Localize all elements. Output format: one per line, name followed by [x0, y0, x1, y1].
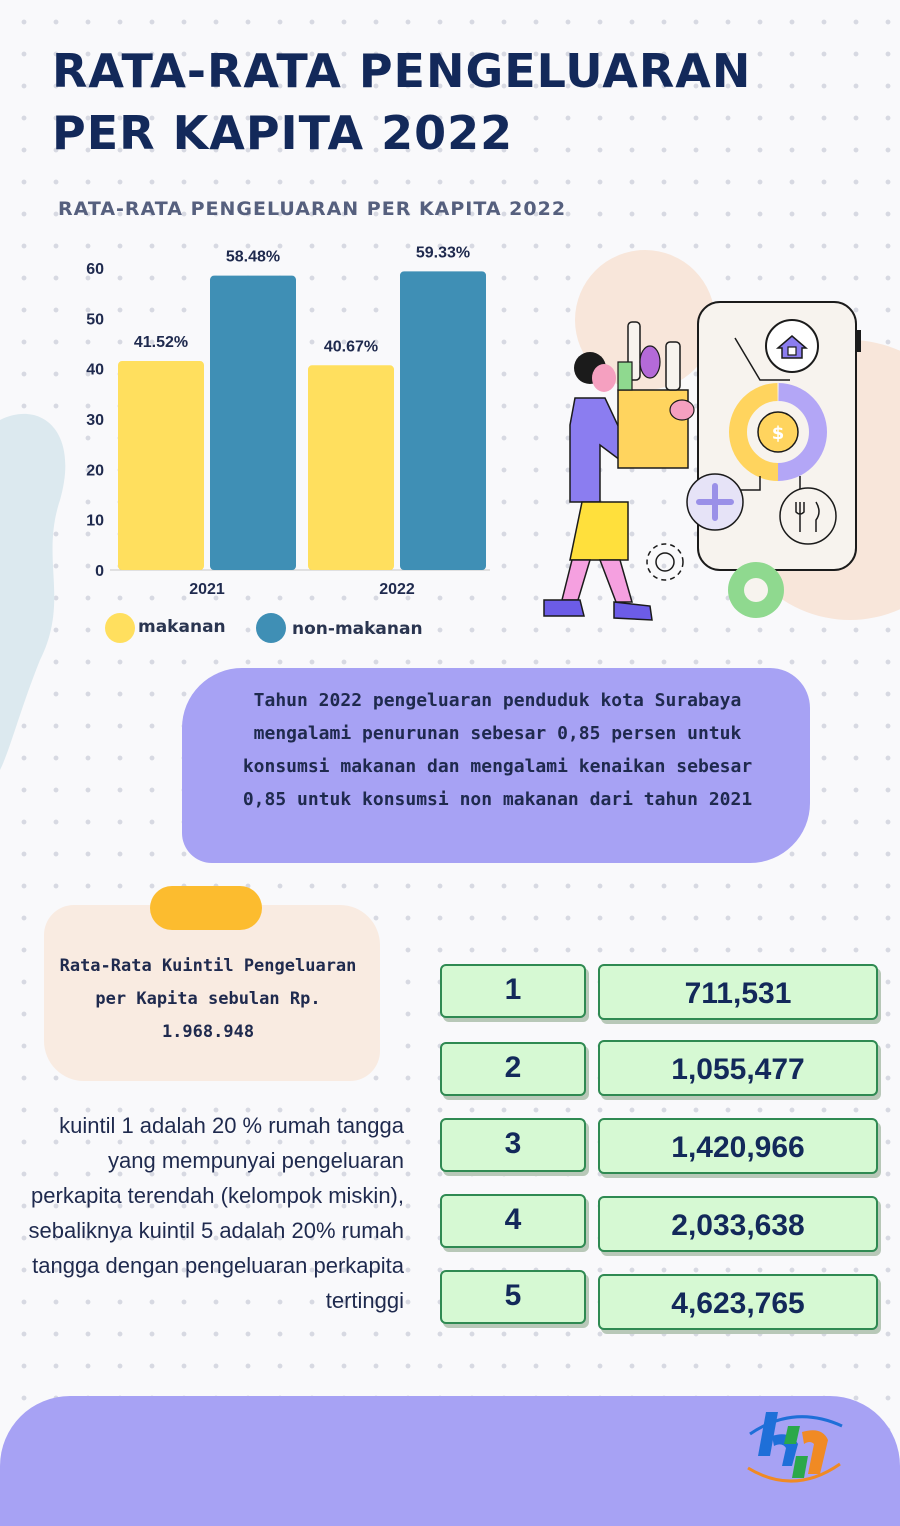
cutlery-icon	[780, 488, 836, 544]
bps-logo	[744, 1404, 848, 1490]
bar-non-makanan	[400, 271, 486, 570]
legend-label-makanan: makanan	[138, 617, 226, 637]
quintile-value: 4,623,765	[598, 1274, 878, 1330]
quintile-value: 1,420,966	[598, 1118, 878, 1174]
data-label: 58.48%	[225, 248, 281, 266]
legend-label-non-makanan: non-makanan	[292, 619, 423, 639]
quintile-number: 3	[440, 1118, 586, 1172]
shopping-illustration	[520, 250, 900, 650]
data-label: 41.52%	[133, 334, 189, 352]
title-line-2: PER KAPITA 2022	[52, 106, 514, 160]
data-label: 40.67%	[323, 338, 379, 356]
svg-text:$: $	[771, 423, 785, 444]
plus-icon	[687, 474, 743, 530]
y-tick-label: 60	[86, 261, 104, 278]
quintile-value: 1,055,477	[598, 1040, 878, 1096]
data-label: 59.33%	[415, 244, 471, 262]
title-line-1: RATA-RATA PENGELUARAN	[52, 44, 752, 98]
y-tick-label: 20	[86, 462, 104, 480]
bar-makanan	[308, 365, 394, 570]
quintile-number: 5	[440, 1270, 586, 1324]
bar-non-makanan	[210, 276, 296, 570]
y-tick-label: 40	[86, 361, 104, 379]
legend-swatch-non-makanan	[256, 613, 286, 643]
bar-makanan	[118, 361, 204, 570]
quintile-number: 4	[440, 1194, 586, 1248]
quintile-description: kuintil 1 adalah 20 % rumah tangga yang mempunyai pengeluaran perkapita terendah (kelompok miskin), sebaliknya kuintil 5 adalah 20% rumah tangga dengan pengeluaran perkapita tertinggi	[28, 1113, 404, 1313]
y-tick-label: 50	[86, 311, 104, 329]
x-tick-label: 2021	[189, 581, 225, 598]
summary-text: Tahun 2022 pengeluaran penduduk kota Surabaya mengalami penurunan sebesar 0,85 persen untuk konsumsi makanan dan mengalami kenaikan sebesar 0,85 untuk konsumsi non makanan dari tahun 2021	[242, 690, 753, 810]
bar-chart	[60, 240, 500, 610]
quintile-number: 1	[440, 964, 586, 1018]
y-tick-label: 10	[86, 512, 104, 530]
y-tick-label: 0	[95, 563, 104, 580]
chart-title: RATA-RATA PENGELUARAN PER KAPITA 2022	[58, 198, 567, 220]
quintile-value: 2,033,638	[598, 1196, 878, 1252]
quintile-number: 2	[440, 1042, 586, 1096]
y-tick-label: 30	[86, 412, 104, 429]
quintile-value: 711,531	[598, 964, 878, 1020]
x-tick-label: 2022	[379, 581, 415, 598]
legend-swatch-makanan	[105, 613, 135, 643]
quintile-card-tab	[150, 886, 262, 930]
quintile-card-text: Rata-Rata Kuintil Pengeluaran per Kapita sebulan Rp. 1.968.948	[59, 956, 357, 1042]
page-title	[52, 40, 812, 164]
home-icon	[766, 320, 818, 372]
